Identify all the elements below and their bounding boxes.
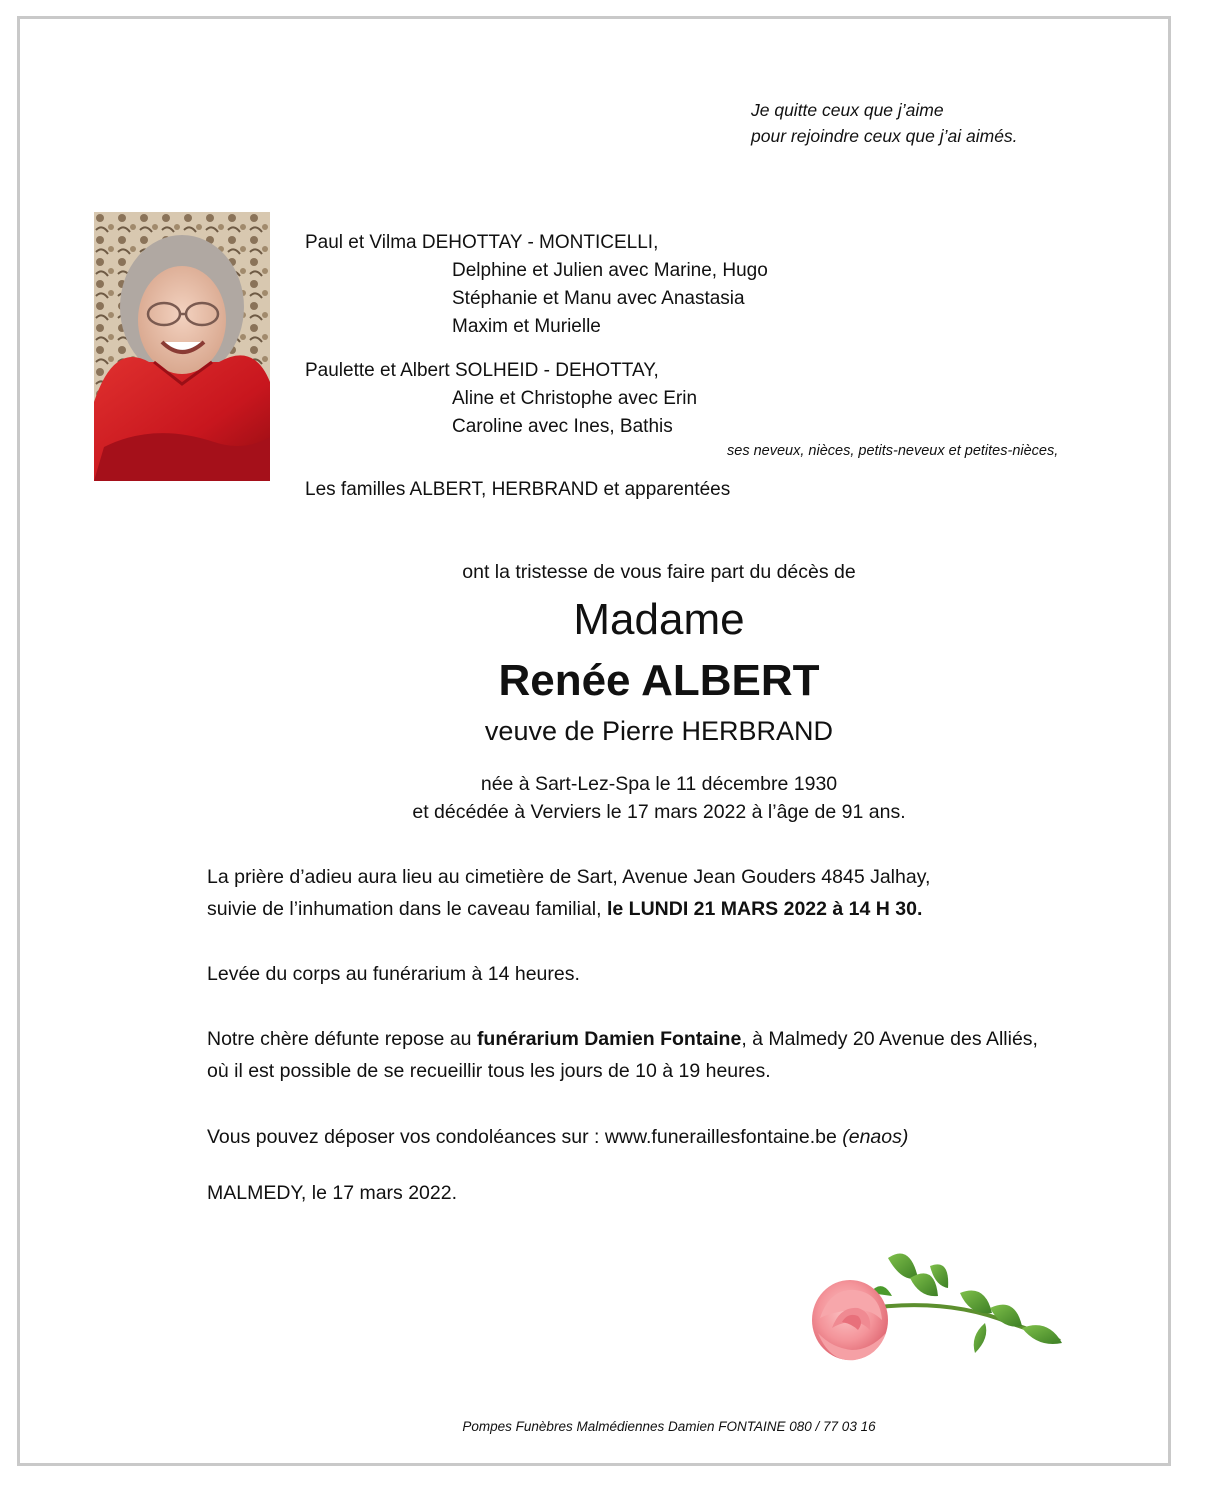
prayer-line-1: La prière d’adieu aura lieu au cimetière de Sart, Avenue Jean Gouders 4845 Jalhay, [207, 866, 931, 888]
condolences-text: Vous pouvez déposer vos condoléances sur : www.funeraillesfontaine.be [207, 1126, 843, 1148]
families-line: Les familles ALBERT, HERBRAND et apparentées [305, 479, 731, 500]
deceased-title: Madame [573, 595, 745, 644]
family-group-2-member: Caroline avec Ines, Bathis [452, 416, 673, 437]
prayer-line-2 [207, 893, 922, 925]
footer-funeral-service: Pompes Funèbres Malmédiennes Damien FONTAINE 080 / 77 03 16 [462, 1419, 876, 1434]
portrait-photo [94, 212, 270, 481]
condolences-line [207, 1121, 908, 1153]
quote-line-1: Je quitte ceux que j’aime [751, 100, 944, 120]
rest-line-1 [207, 1023, 1038, 1055]
relatives-note: ses neveux, nièces, petits-neveux et petites-nièces, [727, 443, 1059, 459]
quote-line-2: pour rejoindre ceux que j’ai aimés. [751, 126, 1018, 146]
death-line: et décédée à Verviers le 17 mars 2022 à l’âge de 91 ans. [412, 801, 906, 823]
birth-line: née à Sart-Lez-Spa le 11 décembre 1930 [480, 773, 838, 795]
rest-line-1-start: Notre chère défunte repose au [207, 1028, 477, 1050]
family-group-2-head: Paulette et Albert SOLHEID - DEHOTTAY, [305, 360, 659, 381]
condolences-note: (enaos) [842, 1126, 909, 1148]
rose-illustration [810, 1238, 1070, 1373]
place-date: MALMEDY, le 17 mars 2022. [207, 1182, 458, 1204]
deceased-name: Renée ALBERT [498, 656, 820, 705]
ceremony-datetime: le LUNDI 21 MARS 2022 à 14 H 30. [606, 898, 923, 920]
family-group-2-member: Aline et Christophe avec Erin [452, 388, 698, 409]
widow-line: veuve de Pierre HERBRAND [484, 716, 834, 746]
levee-line: Levée du corps au funérarium à 14 heures. [207, 963, 580, 985]
funeral-home-name: funérarium Damien Fontaine [476, 1028, 742, 1050]
family-group-1-member: Stéphanie et Manu avec Anastasia [452, 288, 745, 309]
rest-line-1-end: , à Malmedy 20 Avenue des Alliés, [741, 1028, 1038, 1050]
announcement-intro: ont la tristesse de vous faire part du décès de [462, 561, 856, 583]
prayer-line-2-text: suivie de l’inhumation dans le caveau familial, [207, 898, 607, 920]
family-group-1-member: Maxim et Murielle [452, 316, 601, 337]
family-group-1-member: Delphine et Julien avec Marine, Hugo [452, 260, 768, 281]
rest-line-2: où il est possible de se recueillir tous les jours de 10 à 19 heures. [207, 1060, 771, 1082]
family-group-1-head: Paul et Vilma DEHOTTAY - MONTICELLI, [305, 232, 659, 253]
epigraph-quote [751, 97, 1018, 149]
